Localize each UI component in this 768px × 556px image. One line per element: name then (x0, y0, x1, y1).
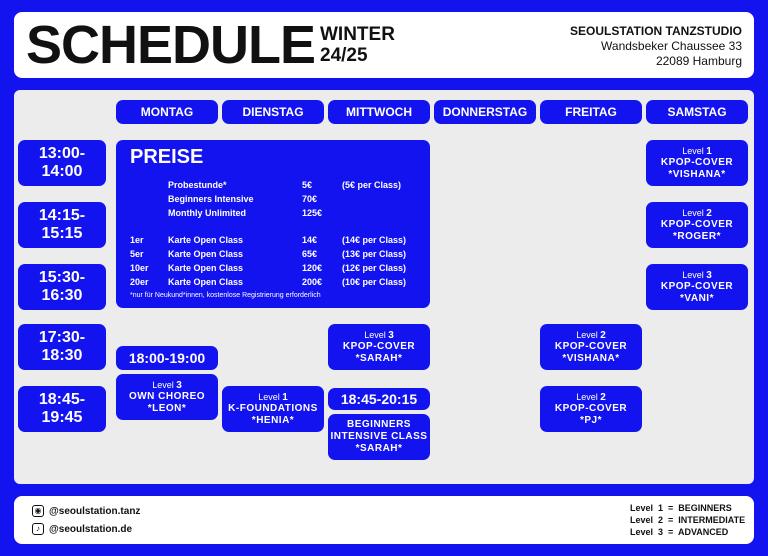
day-header-friday: FREITAG (540, 100, 642, 124)
time-slot (18, 202, 106, 248)
class-name-line-2: INTENSIVE CLASS (330, 431, 428, 442)
class-name: K-FOUNDATIONS (228, 402, 318, 414)
class-card-saturday-1 (646, 140, 748, 186)
price-label: Karte Open Class (168, 235, 244, 245)
season-line-1: WINTER (320, 24, 395, 45)
class-teacher: *SARAH* (355, 443, 403, 454)
class-name: KPOP-COVER (660, 280, 734, 292)
class-level: Level 2 (682, 207, 712, 219)
time-slot (18, 140, 106, 186)
price-value: 5€ (302, 180, 313, 190)
day-header-wednesday: MITTWOCH (328, 100, 430, 124)
class-time-monday-1: 18:00-19:00 (116, 346, 218, 370)
class-card-wednesday-1 (328, 324, 430, 370)
legend-level-3: Level 3 = ADVANCED (630, 527, 729, 537)
class-level: Level 2 (576, 391, 606, 403)
class-level: Level 3 (364, 329, 394, 341)
day-header-saturday: SAMSTAG (646, 100, 748, 124)
class-card-tuesday-1 (222, 386, 324, 432)
day-header-tuesday: DIENSTAG (222, 100, 324, 124)
instagram-text: @seoulstation.tanz (49, 505, 141, 517)
class-name: KPOP-COVER (660, 156, 734, 168)
price-value: 14€ (302, 235, 318, 245)
time-slot-start: 18:45- (38, 391, 86, 408)
price-value: 125€ (302, 208, 323, 218)
class-name-line-1: BEGINNERS (347, 419, 411, 430)
season-label (320, 24, 395, 66)
time-slot-end: 18:30 (41, 347, 83, 364)
class-card-wednesday-2 (328, 414, 430, 460)
page-title: SCHEDULE (26, 15, 316, 75)
tiktok-text: @seoulstation.de (49, 523, 133, 535)
instagram-handle (32, 505, 140, 517)
class-teacher: *VANI* (680, 292, 714, 304)
instagram-icon: ◉ (32, 505, 44, 517)
time-slot (18, 324, 106, 370)
day-header-thursday: DONNERSTAG (434, 100, 536, 124)
price-prefix: 1er (130, 235, 144, 245)
studio-name: SEOULSTATION TANZSTUDIO (570, 24, 742, 38)
class-card-friday-1 (540, 324, 642, 370)
time-slot-start: 15:30- (38, 269, 86, 286)
season-line-2: 24/25 (320, 45, 368, 66)
class-teacher: *VISHANA* (668, 168, 726, 180)
time-slot-end: 15:15 (41, 225, 83, 242)
day-header-monday: MONTAG (116, 100, 218, 124)
class-teacher: *VISHANA* (562, 352, 620, 364)
time-slot-end: 19:45 (41, 409, 83, 426)
price-value: 70€ (302, 194, 318, 204)
class-card-friday-2 (540, 386, 642, 432)
price-prefix: 5er (130, 249, 144, 259)
price-note: (12€ per Class) (342, 263, 407, 273)
address-line-2: 22089 Hamburg (655, 54, 742, 68)
price-label: Beginners Intensive (168, 194, 254, 204)
time-slot (18, 386, 106, 432)
price-prefix: 20er (130, 277, 149, 287)
class-teacher: *SARAH* (355, 352, 403, 364)
time-slot-end: 16:30 (41, 287, 83, 304)
class-name: KPOP-COVER (660, 218, 734, 230)
price-label: Probestunde* (168, 180, 227, 190)
class-teacher: *HENIA* (251, 414, 295, 426)
class-name: KPOP-COVER (554, 340, 628, 352)
time-slot-start: 14:15- (38, 207, 86, 224)
prices-heading: PREISE (130, 146, 204, 168)
price-label: Karte Open Class (168, 249, 244, 259)
prices-footnote: *nur für Neukund*innen, kostenlose Registrierung erforderlich (130, 292, 321, 299)
legend-level-1: Level 1 = BEGINNERS (630, 503, 732, 513)
time-slot-start: 13:00- (38, 145, 86, 162)
class-card-saturday-2 (646, 202, 748, 248)
tiktok-icon: ♪ (32, 523, 44, 535)
class-time-wednesday-2: 18:45-20:15 (328, 388, 430, 410)
price-value: 200€ (302, 277, 323, 287)
time-slot-start: 17:30- (38, 329, 86, 346)
price-note: (14€ per Class) (342, 235, 407, 245)
class-name: KPOP-COVER (342, 340, 416, 352)
class-level: Level 3 (152, 379, 182, 391)
class-teacher: *ROGER* (673, 230, 721, 242)
footer-panel (14, 496, 754, 544)
price-value: 65€ (302, 249, 318, 259)
price-note: (13€ per Class) (342, 249, 407, 259)
class-card-saturday-3 (646, 264, 748, 310)
class-card-monday-1 (116, 374, 218, 420)
time-slot-end: 14:00 (41, 163, 83, 180)
class-teacher: *LEON* (147, 402, 187, 414)
tiktok-handle (32, 523, 132, 535)
time-slot (18, 264, 106, 310)
price-value: 120€ (302, 263, 323, 273)
class-name: KPOP-COVER (554, 402, 628, 414)
header-panel (14, 12, 754, 78)
price-label: Monthly Unlimited (168, 208, 246, 218)
legend-level-2: Level 2 = INTERMEDIATE (630, 515, 746, 525)
class-teacher: *PJ* (579, 414, 602, 426)
price-label: Karte Open Class (168, 263, 244, 273)
price-note: (10€ per Class) (342, 277, 407, 287)
price-prefix: 10er (130, 263, 149, 273)
class-level: Level 3 (682, 269, 712, 281)
address-line-1: Wandsbeker Chaussee 33 (601, 39, 742, 53)
class-name: OWN CHOREO (128, 390, 206, 402)
class-level: Level 1 (682, 145, 712, 157)
studio-info (570, 24, 742, 69)
prices-panel (116, 140, 430, 308)
price-note: (5€ per Class) (342, 180, 402, 190)
class-level: Level 1 (258, 391, 288, 403)
price-label: Karte Open Class (168, 277, 244, 287)
class-level: Level 2 (576, 329, 606, 341)
